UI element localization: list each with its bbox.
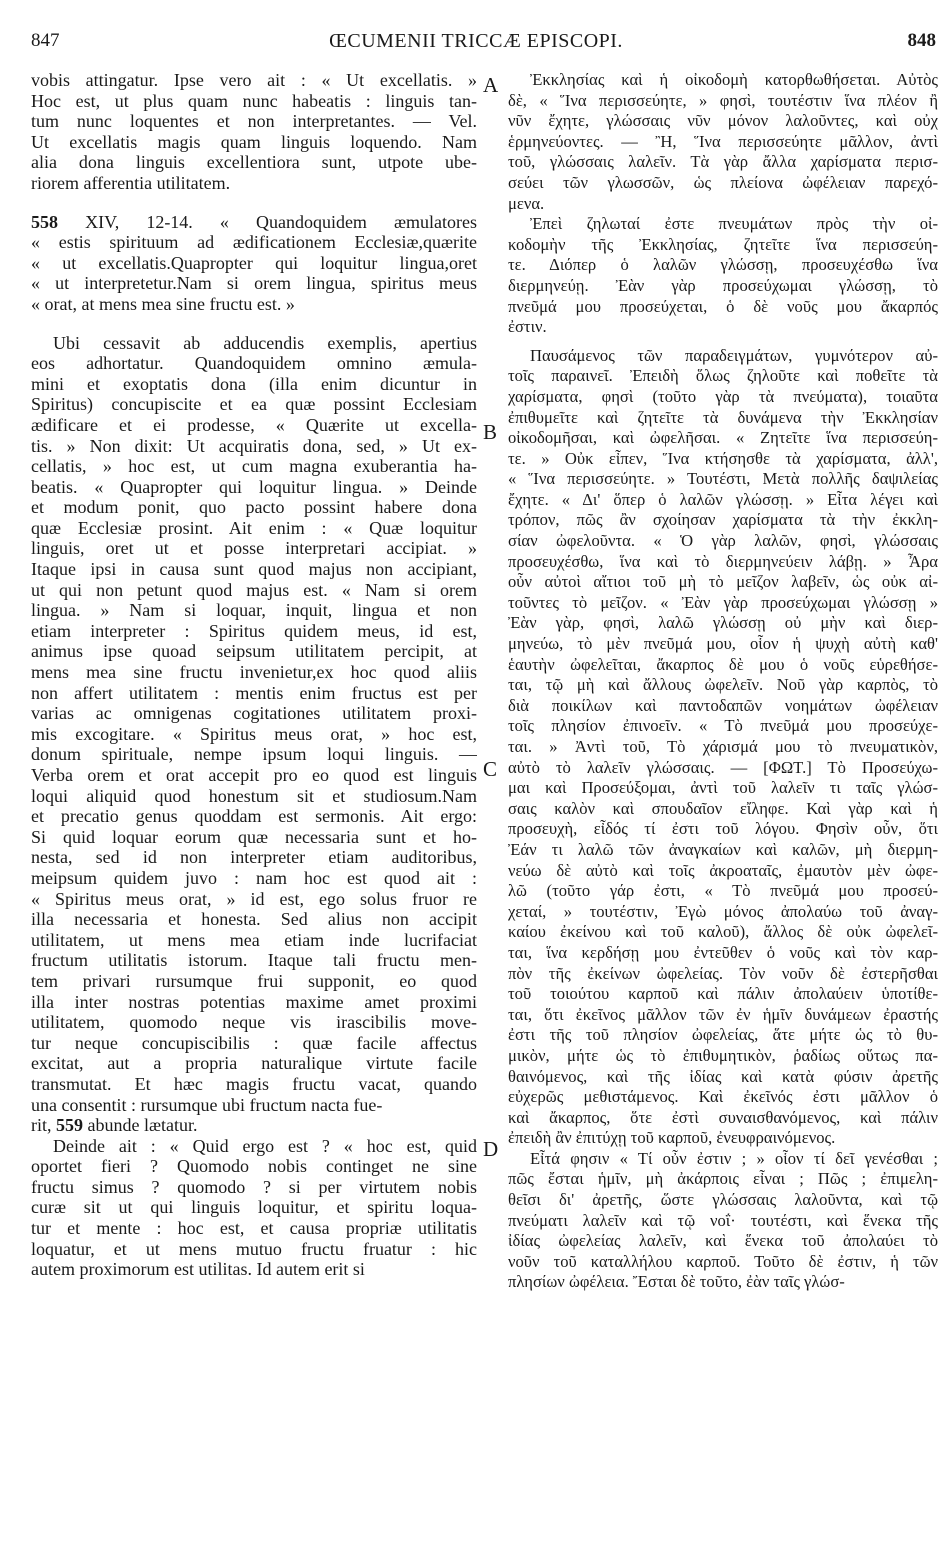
text-line: transmutat. Et hæc magis fructu vacat, quando <box>31 1073 477 1094</box>
text-line: tem privari rursumque frui supponit, eo quod <box>31 970 477 991</box>
text-line: curæ sit ut qui linguis loquitur, et spiritu loqua- <box>31 1197 477 1218</box>
text-line: et precatio genus quoddam est sermonis. Ait ergo: <box>31 806 477 827</box>
text-line: ut qui non petunt quod majus est. « Nam si orem <box>31 579 477 600</box>
text-line: διὰ ποικίλων καὶ παντοδαπῶν νοημάτων ὠφέλειαν <box>508 695 938 715</box>
text-line: αὐτὸ τὸ λαλεῖν γλώσσαις. — [ΦΩΤ.] Τὸ Προσεύχω- <box>508 757 938 777</box>
text-line: ἑρμηνεύοντες. — Ἢ, Ἵνα περισσεύητε μᾶλλον, ἀντὶ <box>508 131 938 151</box>
text-line: meipsum quidem juvo : nam hoc est quod ait : <box>31 867 477 888</box>
text-line: nesta, sed id non interpreter etiam auditoribus, <box>31 847 477 868</box>
text-line: utilitatem, ut mens mea etiam inde lucrifaciat <box>31 929 477 950</box>
text-line: excitat, aut a propria naturalique virtute facile <box>31 1053 477 1074</box>
latin-column <box>31 70 477 1280</box>
text-line: νεύω δὲ αὐτὸ καὶ τοῖς ἀκροαταῖς, ἐμαυτὸν μὲν ὠφε- <box>508 860 938 880</box>
text-line: χεταί, » τουτέστιν, Ἐγὼ μόνος ἀπολαύω τοῦ ἀναγ- <box>508 901 938 921</box>
text-line: ἑαυτὴν ὠφελεῖται, ἄκαρπος δὲ μου ὁ νοῦς εὑρεθήσε- <box>508 654 938 674</box>
text-line: πνεύματι λαλεῖν καὶ τῷ νοΐ· τουτέστι, καὶ ἕνεκα τῆς <box>508 1210 938 1230</box>
text-line: loquatur, et ut mens mutuo fructu fruatur : hic <box>31 1238 477 1259</box>
text-line: ται, ὅτι ἐκεῖνος μᾶλλον τῶν ἐν ἡμῖν δυνάμεων ἐραστής <box>508 1004 938 1024</box>
text-line: mens mea sine fructu invenietur,ex hoc quod aliis <box>31 662 477 683</box>
text-line: τοῦντες τὸ μεῖζον. « Ἐὰν γὰρ προσεύχωμαι γλώσσῃ » <box>508 592 938 612</box>
text-line: τοῖς πλησίον ἐπινοεῖν. « Τὸ πνεῦμά μου προσεύχε- <box>508 716 938 736</box>
text-line: illa inter nostras potentias maxime amet proximi <box>31 991 477 1012</box>
text-line: Si quid loquar eorum quæ necessaria sunt et ho- <box>31 826 477 847</box>
text-line: donum spirituale, nempe ipsum loqui linguis. — <box>31 744 477 765</box>
running-title: ŒCUMENII TRICCÆ EPISCOPI. <box>329 30 623 52</box>
text-line: ἐστι τῆς τοῦ πλησίον ὠφελείας, ἅτε μήτε ὡς τὸ θυ- <box>508 1025 938 1045</box>
text-line: vobis attingatur. Ipse vero ait : « Ut excellatis. » <box>31 70 477 90</box>
text-line: τοῦ, γλώσσαις λαλεῖν. Τὰ γὰρ ἄλλα χαρίσματα περισ- <box>508 152 938 172</box>
text-line: eos adhortatur. Quandoquidem omnino æmula- <box>31 353 477 374</box>
text-line: mis excogitare. « Spiritus meus orat, » hoc est, <box>31 723 477 744</box>
text-line: loqui aliquid quod honestum sit et studiosum.Nam <box>31 785 477 806</box>
text-line: τε. » Οὐκ εἶπεν, Ἵνα κτήσησθε τὰ χαρίσματα, ἀλλ', <box>508 448 938 468</box>
text-line: νῦν ἔχητε, γλώσσαις νῦν μόνον λαλοῦντες, καὶ οὐχ <box>508 111 938 131</box>
text-line: mini et exoptatis dona (illa enim dicuntur in <box>31 373 477 394</box>
text-line: μενα. <box>508 193 545 213</box>
text-line: alia dona linguis excellentiora sunt, utpote ube- <box>31 152 477 173</box>
text-line: illa necessaria et honesta. Sed alius non accipit <box>31 909 477 930</box>
text-line: tis. » Non dixit: Ut acquiratis dona, sed, » Ut ex- <box>31 435 477 456</box>
text-line: Εἶτά φησιν « Τί οὖν ἐστιν ; » οἷον τί δεῖ γενέσθαι ; <box>530 1148 938 1168</box>
text-line: τοῦ τοιούτου καρποῦ καὶ πάλιν ἀπολαύειν ὑποτίθε- <box>508 984 938 1004</box>
page-header <box>0 30 952 60</box>
text-line: « ut excellatis.Quapropter qui loquitur lingua,oret <box>31 252 477 273</box>
text-line: Ut excellatis magis quam linguis loquendo. Nam <box>31 131 477 152</box>
text-line: μηνεύω, τὸ μὲν πνεῦμά μου, οἷον ἡ ψυχὴ αὐτὴ καθ' <box>508 634 938 654</box>
text-line: χαρίσματα, φησὶ (τοῦτο γὰρ τὰ πνεύματα), τοιαῦτα <box>508 386 938 406</box>
text-line: Ἐάν τι λαλῶ τῶν ἀναγκαίων καὶ καλῶν, μὴ διερμη- <box>508 839 938 859</box>
text-line: ται. » Ἀντὶ τοῦ, Τὸ χάρισμά μου τὸ πνευματικὸν, <box>508 737 938 756</box>
text-line: Spiritus) concupiscite et ea quæ possint Ecclesiam <box>31 394 477 415</box>
text-line: et modum ponit, quo pacto possint habere dona <box>31 497 477 518</box>
text-line: μικὸν, μήτε ὡς τὸ ἐπιθυμητικὸν, ῥαδίως οὕτως πα- <box>508 1045 938 1065</box>
greek-scripture-quote <box>508 214 938 338</box>
text-line: linguis, oret ut et posse interpretari accipiat. » <box>31 538 477 559</box>
text-line: εὐχερῶς μεθιστάμενος. Καὶ ἐκεῖνός ἐστι μᾶλλον ὁ <box>508 1087 938 1107</box>
greek-paragraph <box>508 1149 938 1293</box>
text-line: σαις καλὸν καὶ σπουδαῖον εἴληφε. Καὶ γὰρ καὶ ἡ <box>508 798 938 818</box>
text-line: ἔχητε. « Δι' ὅπερ ὁ λαλῶν γλώσσῃ. » Εἶτα λέγει καὶ <box>508 489 938 509</box>
text-line: beatis. « Quapropter qui loquitur lingua. » Deinde <box>31 476 477 497</box>
text-line: quæ Ecclesiæ prosint. Ait enim : « Quæ loquitur <box>31 517 477 538</box>
text-line: ædificare et ei prodesse, « Quærite ut excella- <box>31 414 477 435</box>
text-line: etiam interpreter : Spiritus quidem meus, id est, <box>31 620 477 641</box>
text-line: τρόπον, πῶς ἂν σχοίησαν χαρίσματα τὰ τὴν ἐκκλη- <box>508 510 938 530</box>
text-line: ἰδίας ὠφελείας λαλεῖν, καὶ ἕνεκα τοῦ ἀπολαύει τὸ <box>508 1231 938 1251</box>
text-line: « Spiritus meus orat, » id est, ego solus fruor re <box>31 888 477 909</box>
text-line <box>31 212 477 233</box>
text-line: προσευχέσθω, ἵνα καὶ τὸ διερμηνεύειν λάβῃ. » Ἆρα <box>508 551 938 571</box>
text-line: tum nunc loquentes et non interpretantes. — Vel. <box>31 111 477 132</box>
text-line: fructu simus ? quomodo ? si per virtutem nobis <box>31 1176 477 1197</box>
verse-reference: XIV, 12-14. « Quandoquidem æmulatores <box>58 211 477 232</box>
text-line: cellatis, » hoc est, ut cum magna exuberantia ha- <box>31 456 477 477</box>
text-line: μαι καὶ Προσεύξομαι, ἀντὶ τοῦ λαλεῖν τι ταῖς γλώσ- <box>508 778 938 798</box>
text-line: ται, ἵνα κερδήσῃ μου ἐντεῦθεν ὁ νοῦς καὶ τὸν καρ- <box>508 942 938 962</box>
text-line: καὶ ἄκαρπος, ὅτε ἐστὶ συναισθανόμενος, καὶ πάλιν <box>508 1107 938 1127</box>
text-line: οἰκοδομῆσαι, καὶ ὠφελῆσαι. « Ζητεῖτε ἵνα περισσεύη- <box>508 428 938 448</box>
text-line: riorem afferentia utilitatem. <box>31 172 231 193</box>
text-line: ται, τῷ μὴ καὶ ἄλλους ὠφελεῖν. Νοῦ γὰρ καρπὸς, τὸ <box>508 675 938 695</box>
text-line: νοῦν τοῦ καταλλήλου καρποῦ. Τοῦτο δὲ ἐστιν, ἡ τῶν <box>508 1251 938 1271</box>
text-line: προσευχὴ, εἶδός τί ἐστι τοῦ λόγου. Φησὶν οὖν, ὅτι <box>508 819 938 839</box>
text-line: σίαν ὠφελοῦντα. « Ὁ γὰρ λαλῶν, φησὶ, γλώσσαις <box>508 531 938 551</box>
greek-paragraph <box>508 70 938 214</box>
text-line: Ἐκκλησίας καὶ ἡ οἰκοδομὴ κατορθωθήσεται. Αὐτὸς <box>530 70 938 89</box>
text-line: πνεῦμά μου προσεύχεται, ὁ δὲ νοῦς μου ἄκαρπός <box>508 296 938 316</box>
text-line: utilitatem, quomodo neque vis irascibilis move- <box>31 1012 477 1033</box>
margin-marker-a: A <box>483 73 499 97</box>
text-line: Verba orem et orat accepit pro eo quod est linguis <box>31 765 477 785</box>
text-line: τε. Διόπερ ὁ λαλῶν γλώσσῃ, προσευχέσθω ἵνα <box>508 255 938 275</box>
text-line: Hoc est, ut plus quam nunc habeatis : linguis tan- <box>31 90 477 111</box>
text-line: ἐπειδὴ ἂν ἐπιτύχῃ τοῦ καρποῦ, ἐνευφραινόμενος. <box>508 1128 836 1148</box>
text-line: « ut interpretetur.Nam si orem lingua, spiritus meus <box>31 273 477 294</box>
text-line: tur et mente : hoc est, et causa propriæ utilitatis <box>31 1218 477 1239</box>
text-line: τοῖς παραινεῖ. Ἐπειδὴ ὅλως ζηλοῦτε καὶ ποθεῖτε τὰ <box>508 366 938 386</box>
text-line: πλησίων ὠφέλεια. Ἔσται δὲ τοῦτο, ἐὰν ταῖς γλώσ- <box>508 1272 845 1292</box>
text-line: « orat, at mens mea sine fructu est. » <box>31 293 295 314</box>
text-line: tur neque concupiscibilis : quæ facile affectus <box>31 1032 477 1053</box>
text-line: θαινόμενος, καὶ τῆς ἰδίας καὶ κατὰ φύσιν ἀρετῆς <box>508 1066 938 1086</box>
margin-marker-d: D <box>483 1137 499 1161</box>
text-line: ἐστιν. <box>508 317 547 337</box>
text-line: σεύει τῶν γλωσσῶν, ὡς πλείονα ὠφέλειαν παρεχό- <box>508 172 938 192</box>
text-line: lingua. » Nam si loquar, inquit, lingua et non <box>31 600 477 621</box>
latin-scripture-quote <box>31 212 477 315</box>
margin-marker-c: C <box>483 757 498 781</box>
text-line: διερμηνεύῃ. Ἐὰν γὰρ προσεύχωμαι γλώσσῃ, τὸ <box>508 275 938 295</box>
text-line: Ubi cessavit ab adducendis exemplis, apertius <box>53 332 477 353</box>
text-line: una consentit : rursumque ubi fructum nacta fue- <box>31 1094 383 1115</box>
text-line: λῶ (τοῦτο γάρ ἐστι, « Τὸ πνεῦμά μου προσεύ- <box>508 881 938 901</box>
column-number: 558 <box>31 211 58 232</box>
text-line: varias ac omnigenas cogitationes utilitatem proxi- <box>31 703 477 724</box>
text-line: oportet fieri ? Quomodo nobis continget ne sine <box>31 1156 477 1177</box>
text-line: Itaque ipsi in causa sunt quod majus non accipiant, <box>31 559 477 580</box>
text-line: Deinde ait : « Quid ergo est ? « hoc est, quid <box>53 1135 477 1156</box>
text-line: καίου ἐκείνου καὶ τοῦ καλοῦ), ἄλλος δὲ οὐκ ὠφελεῖ- <box>508 922 938 942</box>
text-line: ἐπιθυμεῖτε καὶ ζητεῖτε τὰ δυνάμενα τὴν Ἐκκλησίαν <box>508 407 938 427</box>
column-number: 559 <box>56 1115 83 1136</box>
text-line: rit, 559 abunde lætatur. <box>31 1115 198 1136</box>
text-line: « Ἵνα περισσεύητε. » Τουτέστι, Μετὰ πολλῆς δαψιλείας <box>508 469 938 489</box>
greek-column <box>508 70 938 1293</box>
text-line: δὲ, « Ἵνα περισσεύητε, » φησὶ, τουτέστιν ἵνα πλέον ἢ <box>508 90 938 110</box>
text-line: autem proximorum est utilitas. Id autem erit si <box>31 1259 365 1280</box>
text-line: οὖν αὐτοὶ αἴτιοι τοῦ μὴ τὸ μεῖζον λαβεῖν, ὡς οὐκ αἰ- <box>508 572 938 592</box>
latin-paragraph <box>31 1136 477 1280</box>
text-line: Ἐπεὶ ζηλωταί ἐστε πνευμάτων πρὸς τὴν οἰ- <box>530 214 938 234</box>
text-line: θεῖσι δι' ἀρετῆς, ὥστε γλώσσαις λαλοῦντα, καὶ τῷ <box>508 1190 938 1210</box>
page-number-right: 848 <box>907 30 936 51</box>
page-number-left: 847 <box>31 30 60 51</box>
text-line: Ἐὰν γὰρ, φησὶ, λαλῶ γλώσσῃ οὐ μὴν καὶ διερ- <box>508 613 938 633</box>
text-line: κοδομὴν τῆς Ἐκκλησίας, ζητεῖτε ἵνα περισσεύη- <box>508 234 938 254</box>
text-line: « estis spirituum ad ædificationem Ecclesiæ,quærite <box>31 232 477 253</box>
latin-paragraph <box>31 333 477 1136</box>
text-line: πὸν τῆς ἐκείνων ὠφελείας. Τὸν νοῦν δὲ ἐστερῆσθαι <box>508 963 938 983</box>
text-line: non affert utilitatem : mentis enim fructus est per <box>31 682 477 703</box>
text-line: fructum utilitatis istorum. Itaque tali fructu men- <box>31 950 477 971</box>
greek-paragraph <box>508 346 938 1149</box>
latin-paragraph <box>31 70 477 194</box>
text-line: Παυσάμενος τῶν παραδειγμάτων, γυμνότερον αὐ- <box>530 345 938 365</box>
text-line: animus ipse quoad seipsum utilitatem percipit, at <box>31 641 477 662</box>
margin-marker-b: B <box>483 420 498 444</box>
text-line: πῶς ἔσται ἡμῖν, μὴ ἀκάρποις εἶναι ; Πῶς ; ἐπιμελη- <box>508 1169 938 1189</box>
